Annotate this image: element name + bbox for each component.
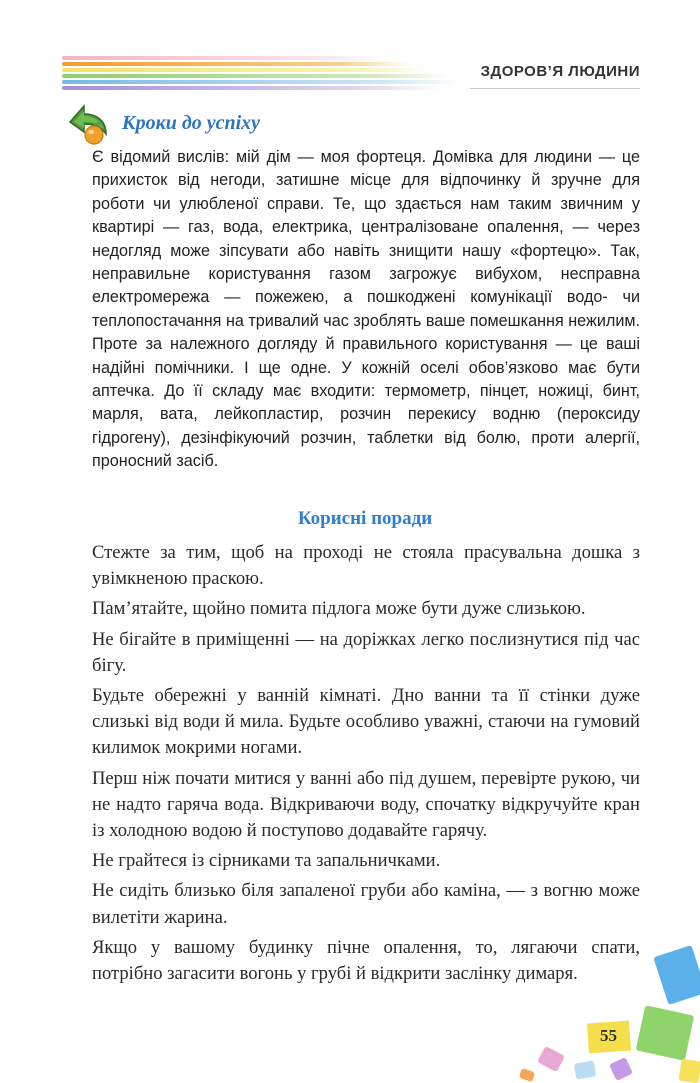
decorative-square [679, 1059, 700, 1083]
tip-item: Стежте за тим, щоб на проході не стояла прасувальна дошка з увімкненою праскою. [92, 542, 640, 590]
tip-item: Не бігайте в приміщенні — на доріжках легко послизнутися під час бігу. [92, 628, 640, 676]
header-stripe [62, 56, 392, 60]
success-intro-paragraph: Є відомий вислів: мій дім — моя фортеця. Домівка для людини — це прихисток від негоди, затишне місце для відпочинку й зручне для роботи чи улюбленої справи. Те, що здається нам таким звичним у квартирі — газ, вода, електрика, централізоване опалення, — через недогляд може зіпсувати або навіть знищити нашу «фортецю». Так, неправильне користування газом загрожує вибухом, несправна електромережа — пожежею, а пошкоджені комунікації водо- чи теплопостачання на тривалий час зроблять ваше помешкання нежилим. Проте за належного догляду й правильного користування — це ваші надійні помічники. І ще одне. У кожній оселі обов’язково має бути аптечка. До її складу має входити: термометр, пінцет, ножиці, бинт, марля, вата, лейкопластир, розчин перекису водню (пероксиду гідрогену), дезінфікуючий розчин, таблетки від болю, проти алергії, проносний засіб. [92, 148, 640, 471]
tip-item: Якщо у вашому будинку пічне опалення, то, лягаючи спати, потрібно загасити вогонь у грубі й відкрити заслінку димаря. [92, 936, 640, 985]
tip-item: Будьте обережні у ванній кімнаті. Дно ванни та її стінки дуже слизькі від води й мила. Будьте особливо уважні, стаючи на гумовий килимок мокрими ногами. [92, 685, 640, 759]
tips-list [92, 540, 640, 991]
header-rainbow-stripes [62, 56, 462, 96]
decorative-square [574, 1060, 596, 1079]
header-stripe [62, 74, 452, 78]
tip-item: Не сидіть близько біля запаленої груби або каміна, — з вогню може вилетіти жарина. [92, 880, 640, 928]
decorative-square [636, 1005, 694, 1060]
tip-item: Не грайтеся із сірниками та запальничками. [92, 850, 441, 872]
decorative-square [519, 1068, 536, 1082]
decorative-square [653, 945, 700, 1005]
section-title: ЗДОРОВ’Я ЛЮДИНИ [480, 63, 640, 80]
header-stripe [62, 62, 412, 66]
header-stripe [62, 80, 462, 84]
success-section-title: Кроки до успіху [122, 112, 261, 134]
decorative-square [609, 1057, 633, 1081]
decorative-square [537, 1046, 565, 1072]
tip-item: Пам’ятайте, щойно помита підлога може бути дуже слизькою. [92, 598, 586, 620]
page-number: 55 [600, 1026, 617, 1045]
tip-item: Перш ніж почати митися у ванні або під душем, перевірте рукою, чи не надто гаряча вода. Відкриваючи воду, спочатку відкручуйте кран із холодною водою й поступово додавайте гарячу. [92, 767, 640, 842]
green-arrow-orange-ball-icon [64, 100, 112, 148]
header-divider [470, 88, 640, 89]
tips-section-title: Корисні поради [297, 508, 433, 529]
header-stripe [62, 68, 432, 72]
header-stripe [62, 86, 442, 90]
